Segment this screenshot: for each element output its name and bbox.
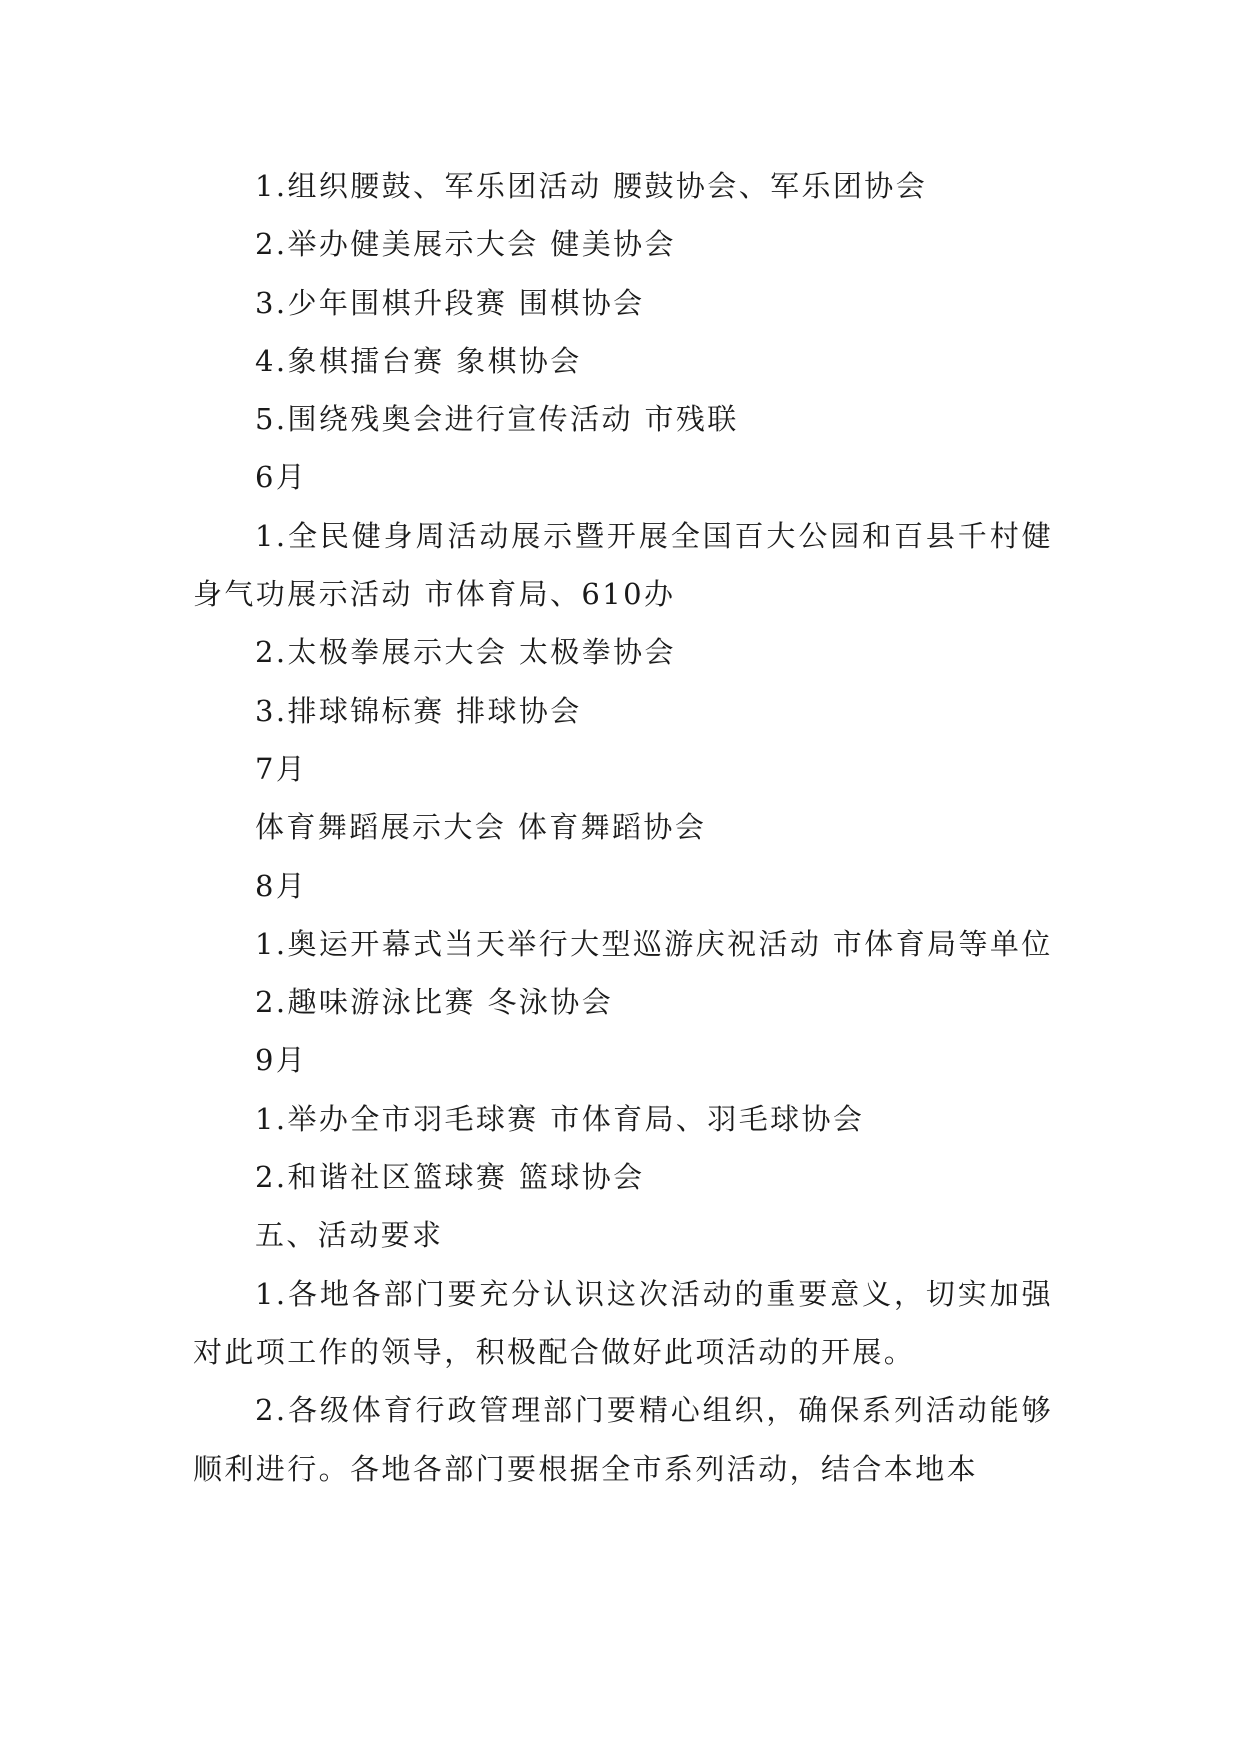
- paragraph-june-item-2: 2.太极拳展示大会 太极拳协会: [255, 635, 676, 670]
- paragraph-may-item-3: 3.少年围棋升段赛 围棋协会: [255, 285, 645, 320]
- month-heading-june: 6月: [255, 460, 308, 495]
- document-body: [193, 157, 1053, 1498]
- paragraph-may-item-2: 2.举办健美展示大会 健美协会: [255, 227, 676, 262]
- paragraph-may-item-1: 1.组织腰鼓、军乐团活动 腰鼓协会、军乐团协会: [255, 169, 928, 203]
- month-heading-july: 7月: [255, 751, 308, 786]
- paragraph-august-item-2: 2.趣味游泳比赛 冬泳协会: [255, 985, 614, 1020]
- month-heading-september: 9月: [255, 1043, 308, 1078]
- paragraph-may-item-5: 5.围绕残奥会进行宣传活动 市残联: [255, 402, 739, 437]
- paragraph-july-item-1: 体育舞蹈展示大会 体育舞蹈协会: [255, 810, 707, 845]
- paragraph-may-item-4: 4.象棋擂台赛 象棋协会: [255, 343, 582, 378]
- paragraph-requirement-1: 1.各地各部门要充分认识这次活动的重要意义，切实加强对此项工作的领导，积极配合做好此项活动的开展。: [193, 1276, 1053, 1369]
- paragraph-september-item-2: 2.和谐社区篮球赛 篮球协会: [255, 1160, 645, 1195]
- paragraph-june-item-3: 3.排球锦标赛 排球协会: [255, 693, 582, 728]
- section-heading-requirements: 五、活动要求: [255, 1218, 444, 1253]
- paragraph-june-item-1: 1.全民健身周活动展示暨开展全国百大公园和百县千村健身气功展示活动 市体育局、610办: [193, 518, 1053, 612]
- paragraph-september-item-1: 1.举办全市羽毛球赛 市体育局、羽毛球协会: [255, 1101, 865, 1136]
- paragraph-august-item-1: 1.奥运开幕式当天举行大型巡游庆祝活动 市体育局等单位: [255, 926, 1053, 961]
- month-heading-august: 8月: [255, 868, 308, 903]
- paragraph-requirement-2: 2.各级体育行政管理部门要精心组织，确保系列活动能够顺利进行。各地各部门要根据全市系列活动，结合本地本: [193, 1393, 1053, 1486]
